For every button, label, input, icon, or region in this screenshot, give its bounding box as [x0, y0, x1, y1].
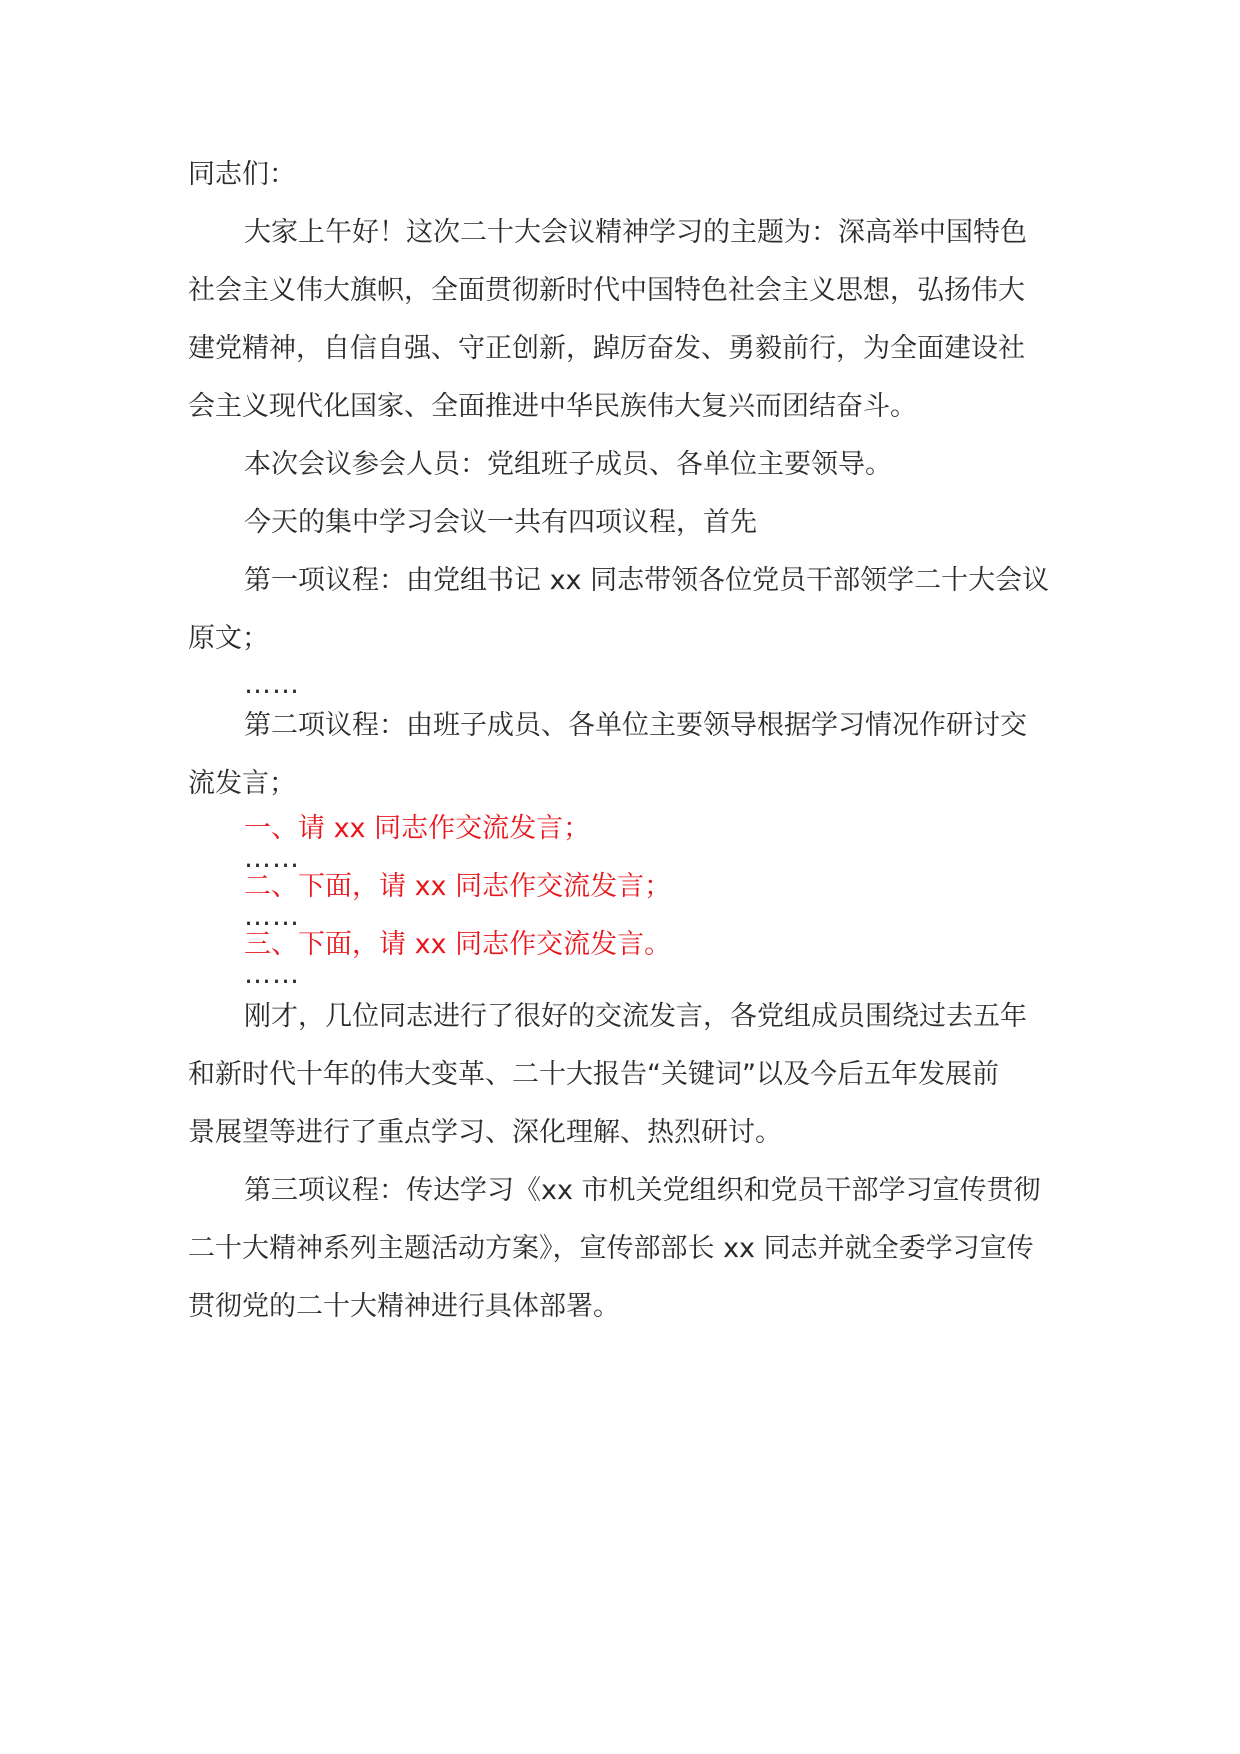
paragraph-line: 会主义现代化国家、全面推进中华民族伟大复兴而团结奋斗。 [188, 391, 917, 422]
paragraph-line: 社会主义伟大旗帜，全面贯彻新时代中国特色社会主义思想，弘扬伟大 [188, 275, 1025, 306]
ellipsis: …… [244, 669, 300, 700]
agenda-item-2-cont: 流发言； [188, 768, 296, 799]
speech-item-2: 二、下面，请 xx 同志作交流发言； [244, 871, 672, 902]
ellipsis: …… [244, 959, 300, 990]
agenda-item-2: 第二项议程：由班子成员、各单位主要领导根据学习情况作研讨交 [244, 710, 1027, 741]
agenda-item-3-line: 二十大精神系列主题活动方案》，宣传部部长 xx 同志并就全委学习宣传 [188, 1233, 1034, 1264]
attendees-paragraph: 本次会议参会人员：党组班子成员、各单位主要领导。 [244, 449, 892, 480]
ellipsis: …… [244, 843, 300, 874]
speech-item-1: 一、请 xx 同志作交流发言； [244, 813, 591, 844]
agenda-item-3: 第三项议程：传达学习《xx 市机关党组织和党员干部学习宣传贯彻 [244, 1175, 1041, 1206]
agenda-item-3-line: 贯彻党的二十大精神进行具体部署。 [188, 1291, 620, 1322]
summary-paragraph-line: 和新时代十年的伟大变革、二十大报告“关键词”以及今后五年发展前 [188, 1059, 999, 1090]
summary-paragraph: 刚才，几位同志进行了很好的交流发言，各党组成员围绕过去五年 [244, 1001, 1027, 1032]
paragraph-line: 建党精神，自信自强、守正创新，踔厉奋发、勇毅前行，为全面建设社 [188, 333, 1025, 364]
agenda-item-1: 第一项议程：由党组书记 xx 同志带领各位党员干部领学二十大会议 [244, 565, 1050, 596]
speech-item-3: 三、下面，请 xx 同志作交流发言。 [244, 929, 672, 960]
summary-paragraph-line: 景展望等进行了重点学习、深化理解、热烈研讨。 [188, 1117, 782, 1148]
ellipsis: …… [244, 901, 300, 932]
agenda-item-1-cont: 原文； [188, 623, 269, 654]
salutation: 同志们： [188, 159, 296, 190]
agenda-intro: 今天的集中学习会议一共有四项议程，首先 [244, 507, 757, 538]
paragraph-line: 大家上午好！这次二十大会议精神学习的主题为：深高举中国特色 [244, 217, 1027, 248]
